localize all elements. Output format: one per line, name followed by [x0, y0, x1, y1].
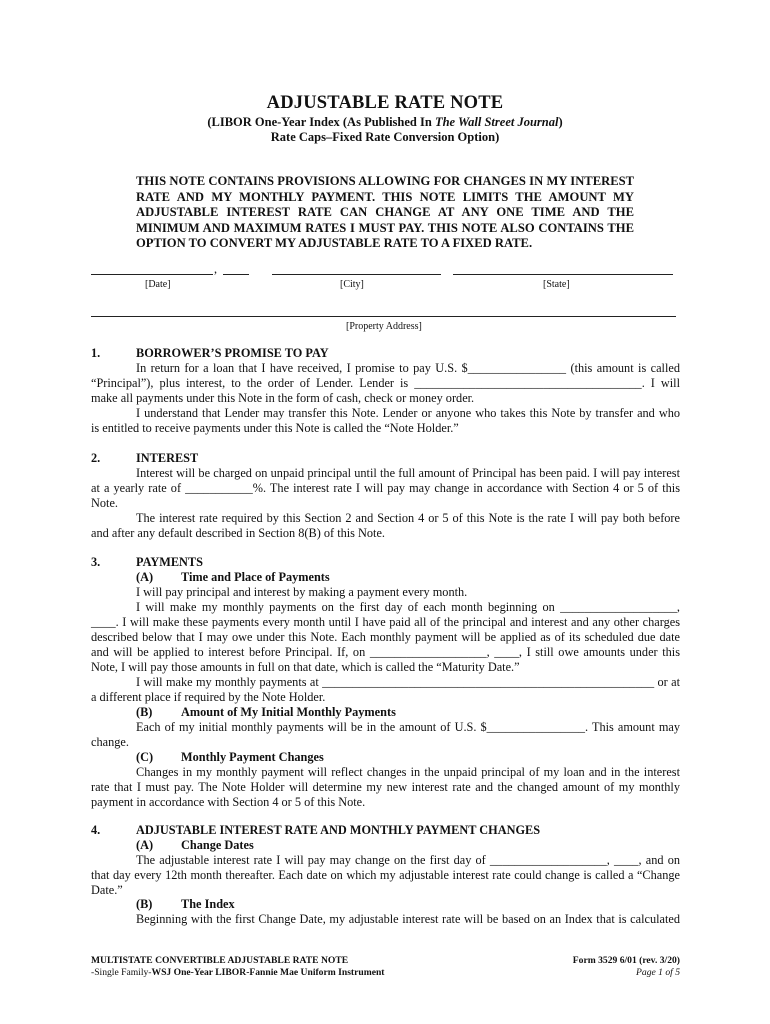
- section-3-line-13: payment in accordance with Section 4 or 5 of this Note.: [91, 795, 366, 809]
- section-3-line-1: I will pay principal and interest by making a payment every month.: [136, 585, 468, 599]
- section-4b-label: (B): [136, 897, 153, 911]
- section-3c-label: (C): [136, 750, 154, 764]
- section-3c-title: Monthly Payment Changes: [181, 750, 324, 764]
- footer-page-number: Page 1 of 5: [636, 967, 680, 978]
- section-4b-title: The Index: [181, 897, 235, 911]
- section-3a-title: Time and Place of Payments: [181, 570, 330, 584]
- document-title: ADJUSTABLE RATE NOTE: [266, 93, 504, 113]
- footer-form-name: MULTISTATE CONVERTIBLE ADJUSTABLE RATE NOTE: [91, 955, 349, 966]
- section-1-line-3: make all payments under this Note in the form of cash, check or money order.: [91, 391, 475, 405]
- state-label: [State]: [543, 279, 570, 290]
- section-3-title: PAYMENTS: [136, 555, 203, 569]
- year-line[interactable]: [223, 274, 249, 275]
- section-3-line-10: change.: [91, 735, 129, 749]
- section-3b-title: Amount of My Initial Monthly Payments: [181, 705, 396, 719]
- section-3b-label: (B): [136, 705, 153, 719]
- section-2-line-5: and after any default described in Section 8(B) of this Note.: [91, 526, 386, 540]
- section-3-line-4: described below that I may owe under this Note. Each monthly payment will be applied as of its scheduled due date: [91, 630, 680, 644]
- section-2-line-2: at a yearly rate of ___________%. The interest rate I will pay may change in accordance with Section 4 or 5 of this: [91, 481, 680, 495]
- footer-instrument-pre: -Single Family-: [91, 967, 152, 978]
- section-2-number: 2.: [91, 451, 101, 465]
- date-label: [Date]: [145, 279, 171, 290]
- section-4-number: 4.: [91, 823, 101, 837]
- section-3-line-3: ____. I will make these payments every month until I have paid all of the principal and interest and any other charges: [91, 615, 680, 629]
- section-4-line-2: that day every 12th month thereafter. Each date on which my adjustable interest rate could change is called a “Change: [91, 868, 680, 882]
- section-2-line-4: The interest rate required by this Section 2 and Section 4 or 5 of this Note is the rate I will pay both before: [136, 511, 680, 525]
- section-1-line-1: In return for a loan that I have received, I promise to pay U.S. $________________ (this amount is called: [136, 361, 680, 375]
- property-address-label: [Property Address]: [346, 321, 422, 332]
- section-4-title: ADJUSTABLE INTEREST RATE AND MONTHLY PAYMENT CHANGES: [136, 823, 541, 837]
- section-3-number: 3.: [91, 555, 101, 569]
- footer-instrument: [91, 967, 385, 979]
- section-3-line-6: Note, I will pay those amounts in full on that date, which is called the “Maturity Date.”: [91, 660, 520, 674]
- document-subtitle-2: Rate Caps–Fixed Rate Conversion Option): [270, 130, 500, 144]
- section-2-line-3: Note.: [91, 496, 118, 510]
- city-label: [City]: [340, 279, 364, 290]
- section-3-line-2: I will make my monthly payments on the first day of each month beginning on ___________________,: [136, 600, 680, 614]
- section-3-line-9: Each of my initial monthly payments will be in the amount of U.S. $________________. This amount may: [136, 720, 680, 734]
- section-4a-label: (A): [136, 838, 154, 852]
- section-3-line-8: a different place if required by the Note Holder.: [91, 690, 326, 704]
- section-4a-title: Change Dates: [181, 838, 254, 852]
- date-comma: ,: [214, 262, 218, 276]
- section-1-line-4: I understand that Lender may transfer this Note. Lender or anyone who takes this Note by transfer and who: [136, 406, 680, 420]
- disclosure-warning: THIS NOTE CONTAINS PROVISIONS ALLOWING FOR CHANGES IN MY INTEREST RATE AND MY MONTHLY PAYMENT. THIS NOTE LIMITS THE AMOUNT MY ADJUSTABLE INTEREST RATE CAN CHANGE AT ANY ONE TIME AND THE MINIMUM AND MAXIMUM RATES I MUST PAY. THIS NOTE ALSO CONTAINS THE OPTION TO CONVERT MY ADJUSTABLE RATE TO A FIXED RATE.: [136, 174, 634, 251]
- document-subtitle: [0, 115, 770, 130]
- property-address-line[interactable]: [91, 316, 676, 317]
- section-1-line-5: is entitled to receive payments under this Note is called the “Note Holder.”: [91, 421, 459, 435]
- section-1-number: 1.: [91, 346, 101, 360]
- section-4-line-4: Beginning with the first Change Date, my adjustable interest rate will be based on an Index that is calculated: [136, 912, 680, 926]
- section-1-title: BORROWER’S PROMISE TO PAY: [136, 346, 329, 360]
- section-1-line-2: “Principal”), plus interest, to the order of Lender. Lender is _____________________________________. I will: [91, 376, 680, 390]
- section-3a-label: (A): [136, 570, 154, 584]
- state-line[interactable]: [453, 274, 673, 275]
- section-3-line-12: rate that I must pay. The Note Holder will determine my new interest rate and the changed amount of my monthly: [91, 780, 680, 794]
- section-3-line-7: I will make my monthly payments at ______________________________________________________ or at: [136, 675, 680, 689]
- footer-form-number: Form 3529 6/01 (rev. 3/20): [572, 955, 680, 966]
- section-4-line-3: Date.”: [91, 883, 123, 897]
- subtitle-pre: (LIBOR One-Year Index (As Published In: [207, 115, 435, 129]
- section-2-line-1: Interest will be charged on unpaid principal until the full amount of Principal has been paid. I will pay interest: [136, 466, 680, 480]
- section-2-title: INTEREST: [136, 451, 199, 465]
- section-4-line-1: The adjustable interest rate I will pay may change on the first day of ___________________, ____, and on: [136, 853, 680, 867]
- section-3-line-5: and will be applied to interest before Principal. If, on ___________________, ____, I still owe amounts under this: [91, 645, 680, 659]
- subtitle-italic: The Wall Street Journal: [434, 115, 559, 129]
- subtitle-post: ): [558, 115, 563, 129]
- footer-instrument-name: WSJ One-Year LIBOR-Fannie Mae Uniform Instrument: [151, 967, 385, 978]
- section-3-line-11: Changes in my monthly payment will reflect changes in the unpaid principal of my loan and in the interest: [136, 765, 680, 779]
- date-line[interactable]: [91, 274, 213, 275]
- city-line[interactable]: [272, 274, 441, 275]
